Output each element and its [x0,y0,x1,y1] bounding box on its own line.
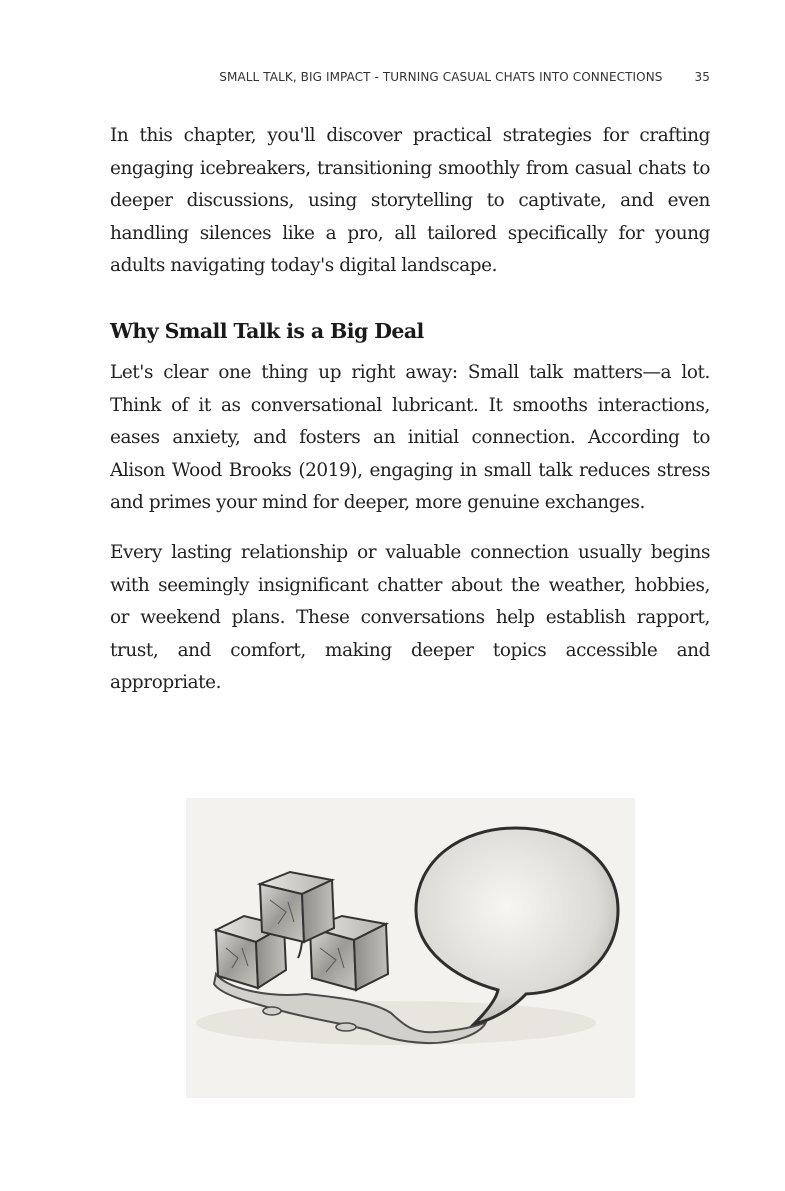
illustration-ice-cubes-speech-bubble [186,798,635,1098]
section-heading: Why Small Talk is a Big Deal [110,318,424,343]
page-body [110,120,710,717]
illustration-drawing [186,798,635,1098]
body-paragraph-2: Every lasting relationship or valuable connection usually begins with seemingly insignificant chatter about the weather, hobbies, or weekend plans. These conversations help establish rapport, trust, and comfort, making deeper topics accessible and appropriate. [110,541,710,694]
running-title: SMALL TALK, BIG IMPACT - TURNING CASUAL CHATS INTO CONNECTIONS [219,70,663,84]
running-header [110,70,710,84]
speech-bubble [416,828,618,1024]
body-paragraph-1: Let's clear one thing up right away: Small talk matters—a lot. Think of it as conversational lubricant. It smooths interactions, eases anxiety, and fosters an initial connection. According to Alison Wood Brooks (2019), engaging in small talk reduces stress and primes your mind for deeper, more genuine exchanges. [110,361,710,514]
puddle-droplet [336,1023,356,1031]
page-number: 35 [694,70,710,84]
intro-paragraph: In this chapter, you'll discover practical strategies for crafting engaging icebreakers, transitioning smoothly from casual chats to deeper discussions, using storytelling to captivate, and even handling silences like a pro, all tailored specifically for young adults navigating today's digital landscape. [110,125,710,277]
puddle-droplet [263,1007,281,1015]
